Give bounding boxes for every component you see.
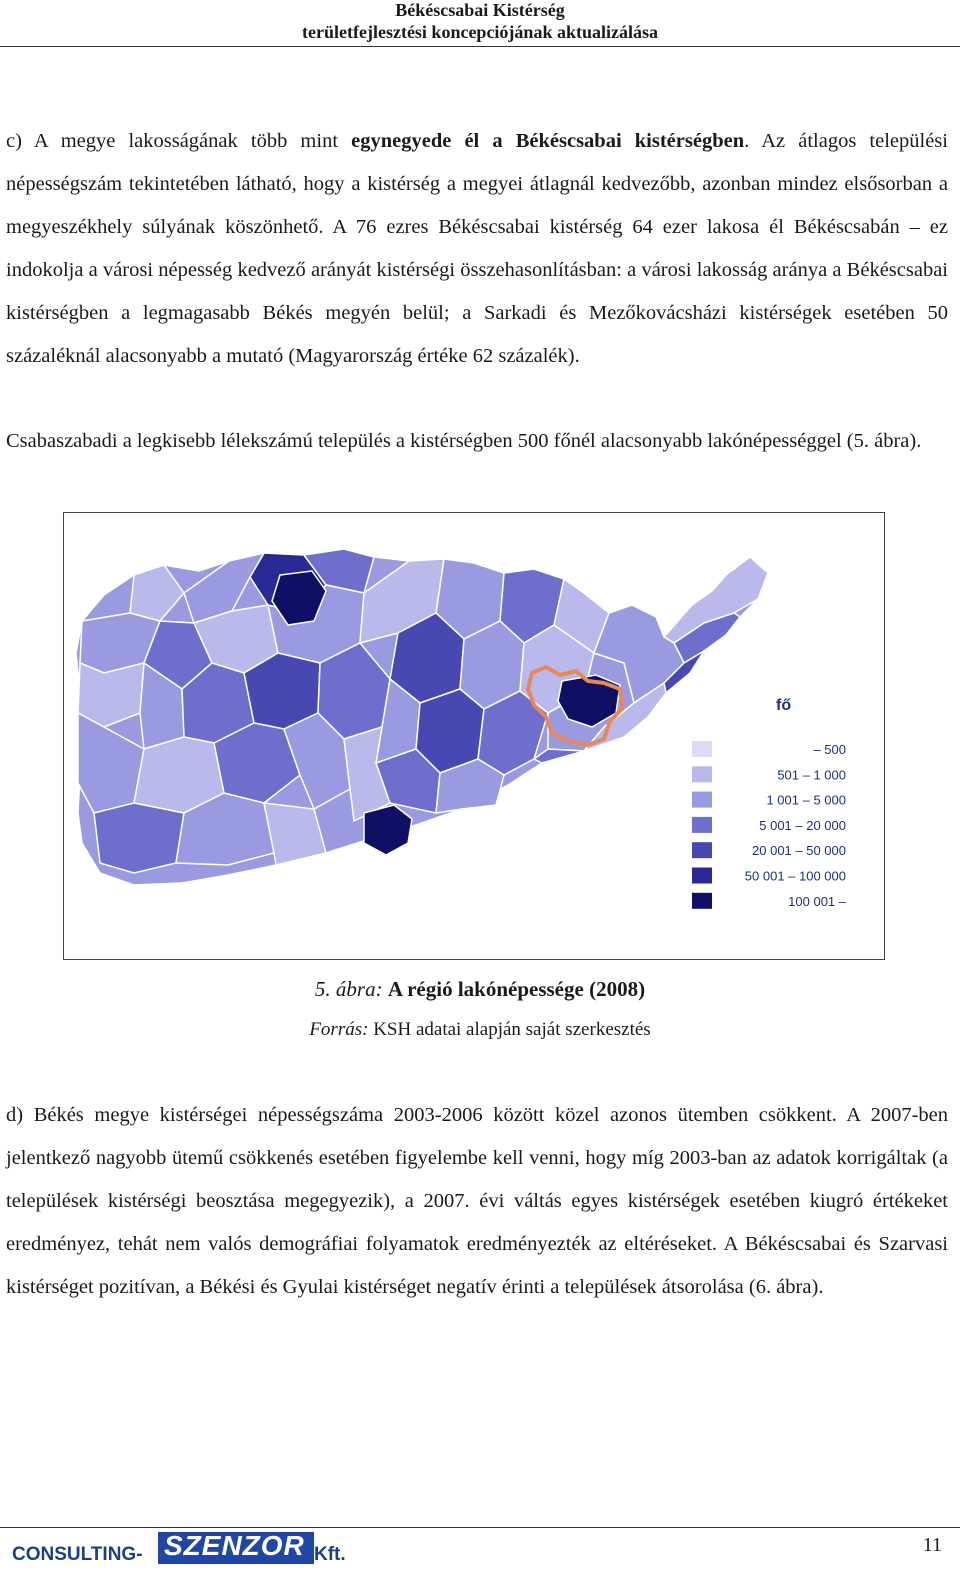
paragraph-c-intro: c) A megye lakosságának több mint xyxy=(6,130,352,152)
legend-swatch xyxy=(692,817,712,833)
legend-label: 20 001 – 50 000 xyxy=(752,843,846,859)
map-svg xyxy=(64,513,884,959)
paragraph-c-rest: . Az átlagos települési népességszám tekintetében látható, hogy a kistérség a megyei átlagnál kedvezőbb, azonban mindez elsősorban a megyeszékhely súlyának köszönhető. A 76 ezres Békéscsabai kistérség 64 ezer lakosa él Békéscsabán – ez indokolja a városi népesség kedvező arányát kistérségi összehasonlításban: a városi lakosság aránya a Békéscsabai kistérségben a legmagasabb Békés megyén belül; a Sarkadi és Mezőkovácsházi kistérségek esetében 50 százaléknál alacsonyabb a mutató (Magyarország értéke 62 százalék). xyxy=(6,130,948,367)
figure-source-text: KSH adatai alapján saját szerkesztés xyxy=(373,1019,651,1040)
legend-swatch xyxy=(692,842,712,858)
header-title: Békéscsabai Kistérség xyxy=(395,0,565,20)
logo-suffix: Kft. xyxy=(314,1544,346,1565)
figure-source-label: Forrás: xyxy=(309,1019,369,1040)
map-area-szeged xyxy=(364,805,412,855)
paragraph-c xyxy=(6,120,948,378)
figure-caption xyxy=(0,977,960,1002)
legend-label: 5 001 – 20 000 xyxy=(759,817,846,833)
map-legend xyxy=(692,741,847,909)
header-subtitle: területfejlesztési koncepciójának aktualizálása xyxy=(302,22,658,42)
legend-swatch xyxy=(692,792,712,808)
legend-label: 100 001 – xyxy=(788,893,846,909)
figure-number: 5. ábra: xyxy=(314,977,383,1001)
figure-source xyxy=(0,1019,960,1041)
legend-label: 501 – 1 000 xyxy=(777,767,846,783)
paragraph-d: d) Békés megye kistérségei népességszáma 2003-2006 között közel azonos ütemben csökkent. A 2007-ben jelentkező nagyobb ütemű csökkenés esetében figyelembe kell venni, hogy míg 2003-ban az adatok korrigáltak (a települések kistérségi beosztása megegyezik), a 2007. évi váltás egyes kistérségek esetében kiugró értékeket eredményez, tehát nem valós demográfiai folyamatok eredményezték az eltéréseket. A Békéscsabai és Szarvasi kistérséget pozitívan, a Békési és Gyulai kistérséget negatív érinti a települések átsorolása (6. ábra). xyxy=(6,1104,948,1298)
legend-swatch xyxy=(692,868,712,884)
legend-swatch xyxy=(692,741,712,757)
paragraph-c-bold: egynegyede él a Békéscsabai kistérségben xyxy=(351,130,745,152)
legend-label: 1 001 – 5 000 xyxy=(766,792,846,808)
population-map xyxy=(63,512,885,960)
figure-title: A régió lakónépessége (2008) xyxy=(387,977,646,1001)
map-area xyxy=(94,803,184,873)
legend-label: – 500 xyxy=(813,742,846,757)
logo-prefix: CONSULTING- xyxy=(12,1544,143,1565)
legend-label: 50 001 – 100 000 xyxy=(744,868,846,884)
legend-title: fő xyxy=(776,697,792,714)
legend-swatch xyxy=(692,766,712,782)
footer-divider xyxy=(0,1527,960,1528)
paragraph-c-continued: Csabaszabadi a legkisebb lélekszámú település a kistérségben 500 főnél alacsonyabb lakónépességgel (5. ábra). xyxy=(6,430,922,452)
legend-swatch xyxy=(692,893,712,909)
page-number: 11 xyxy=(922,1534,942,1556)
header-divider xyxy=(0,46,960,47)
logo-main: SZENZOR xyxy=(164,1530,305,1561)
